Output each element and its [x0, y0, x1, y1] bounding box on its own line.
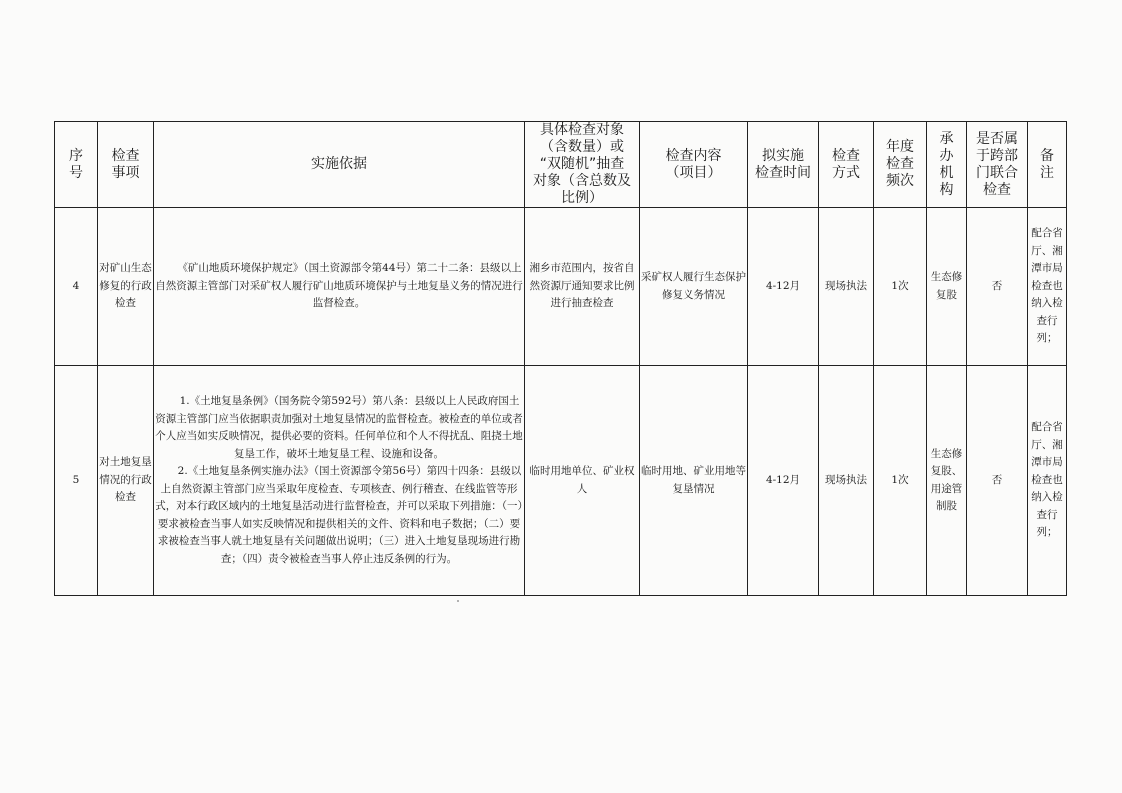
header-line: 拟实施 — [762, 147, 804, 164]
header-line: （含数量）或 — [540, 139, 624, 155]
header-planned-time — [748, 122, 819, 208]
cell-inspection-content: 临时用地、矿业用地等复垦情况 — [640, 366, 748, 596]
scan-dust-mark — [457, 600, 459, 602]
header-line: 方式 — [832, 164, 860, 181]
header-line: 备 — [1040, 147, 1054, 164]
cell-legal-basis — [154, 208, 525, 366]
header-inspection-content — [640, 122, 748, 208]
cell-inspection-objects: 临时用地单位、矿业权人 — [525, 366, 640, 596]
header-line: 注 — [1040, 164, 1054, 181]
cell-inspection-item: 对土地复垦情况的行政检查 — [98, 366, 154, 596]
header-line: 比例） — [561, 190, 603, 206]
table-row — [55, 208, 1067, 366]
header-line: （项目） — [665, 164, 722, 181]
legal-basis-paragraph: 1.《土地复垦条例》（国务院令第592号）第八条：县级以上人民政府国土资源主管部门应当依据职责加强对土地复垦情况的监督检查。被检查的单位或者个人应当如实反映情况，提供必要的资料。任何单位和个人不得扰乱、阻挠土地复垦工作，破坏土地复垦工程、设施和设备。 — [155, 395, 523, 460]
header-serial-number — [55, 122, 98, 208]
header-line: 检查内容 — [665, 147, 722, 164]
cell-planned-time: 4-12月 — [748, 208, 819, 366]
legal-basis-paragraph: 《矿山地质环境保护规定》（国土资源部令第44号）第二十二条：县级以上自然资源主管部门对采矿权人履行矿山地质环境保护与土地复垦义务的情况进行监督检查。 — [155, 262, 523, 310]
legal-basis-paragraph: 2.《土地复垦条例实施办法》（国土资源部令第56号）第四十四条：县级以上自然资源主管部门应当采取年度检查、专项核查、例行稽查、在线监管等形式，对本行政区域内的土地复垦活动进行监督检查，并可以采取下列措施：（一）要求被检查当事人如实反映情况和提供相关的文件、资料和电子数据；（二）要求被检查当事人就土地复垦有关问题做出说明；（三）进入土地复垦现场进行勘查；（四）责令被检查当事人停止违反条例的行为。 — [155, 465, 523, 565]
cell-annual-frequency: 1次 — [874, 208, 927, 366]
header-line: 频次 — [886, 173, 914, 189]
header-line: 检查 — [886, 156, 914, 172]
header-line: 年度 — [886, 139, 914, 155]
header-line: 事项 — [111, 164, 140, 181]
cell-inspection-objects: 湘乡市范围内，按省自然资源厅通知要求比例进行抽查检查 — [525, 208, 640, 366]
cell-serial-number: 5 — [55, 366, 98, 596]
cell-inspection-content: 采矿权人履行生态保护修复义务情况 — [640, 208, 748, 366]
header-line: 检查 — [111, 147, 140, 164]
header-line: 实施依据 — [311, 156, 367, 172]
cell-joint-inspection: 否 — [967, 208, 1028, 366]
header-line: “双随机”抽查 — [539, 156, 625, 172]
header-line: 检查时间 — [755, 164, 811, 181]
inspection-plan-table — [54, 121, 1067, 596]
header-line: 检查 — [983, 181, 1011, 198]
header-line: 机 — [939, 164, 954, 181]
header-line: 办 — [939, 147, 954, 164]
cell-inspection-method: 现场执法 — [819, 208, 874, 366]
cell-inspection-item: 对矿山生态修复的行政检查 — [98, 208, 154, 366]
header-inspection-method — [819, 122, 874, 208]
header-line: 具体检查对象 — [540, 122, 624, 138]
header-inspection-item — [98, 122, 154, 208]
header-inspection-objects — [525, 122, 640, 208]
header-line: 序 — [69, 147, 83, 164]
header-line: 承 — [939, 130, 954, 147]
cell-planned-time: 4-12月 — [748, 366, 819, 596]
table-row — [55, 366, 1067, 596]
cell-legal-basis — [154, 366, 525, 596]
header-line: 检查 — [832, 147, 860, 164]
cell-responsible-agency: 生态修复股、用途管制股 — [927, 366, 967, 596]
header-line: 于跨部 — [976, 147, 1018, 164]
header-legal-basis — [154, 122, 525, 208]
header-line: 是否属 — [976, 130, 1018, 147]
cell-joint-inspection: 否 — [967, 366, 1028, 596]
cell-remarks: 配合省厅、湘潭市局检查也纳入检查行列； — [1028, 208, 1067, 366]
header-annual-frequency — [874, 122, 927, 208]
cell-annual-frequency: 1次 — [874, 366, 927, 596]
cell-inspection-method: 现场执法 — [819, 366, 874, 596]
header-line: 号 — [69, 164, 83, 181]
cell-serial-number: 4 — [55, 208, 98, 366]
header-joint-inspection — [967, 122, 1028, 208]
header-line: 门联合 — [976, 164, 1018, 181]
table-header-row — [55, 122, 1067, 208]
cell-responsible-agency: 生态修复股 — [927, 208, 967, 366]
header-responsible-agency — [927, 122, 967, 208]
header-line: 对象（含总数及 — [533, 173, 631, 189]
cell-remarks: 配合省厅、湘潭市局检查也纳入检查行列； — [1028, 366, 1067, 596]
header-remarks — [1028, 122, 1067, 208]
header-line: 构 — [939, 181, 954, 198]
